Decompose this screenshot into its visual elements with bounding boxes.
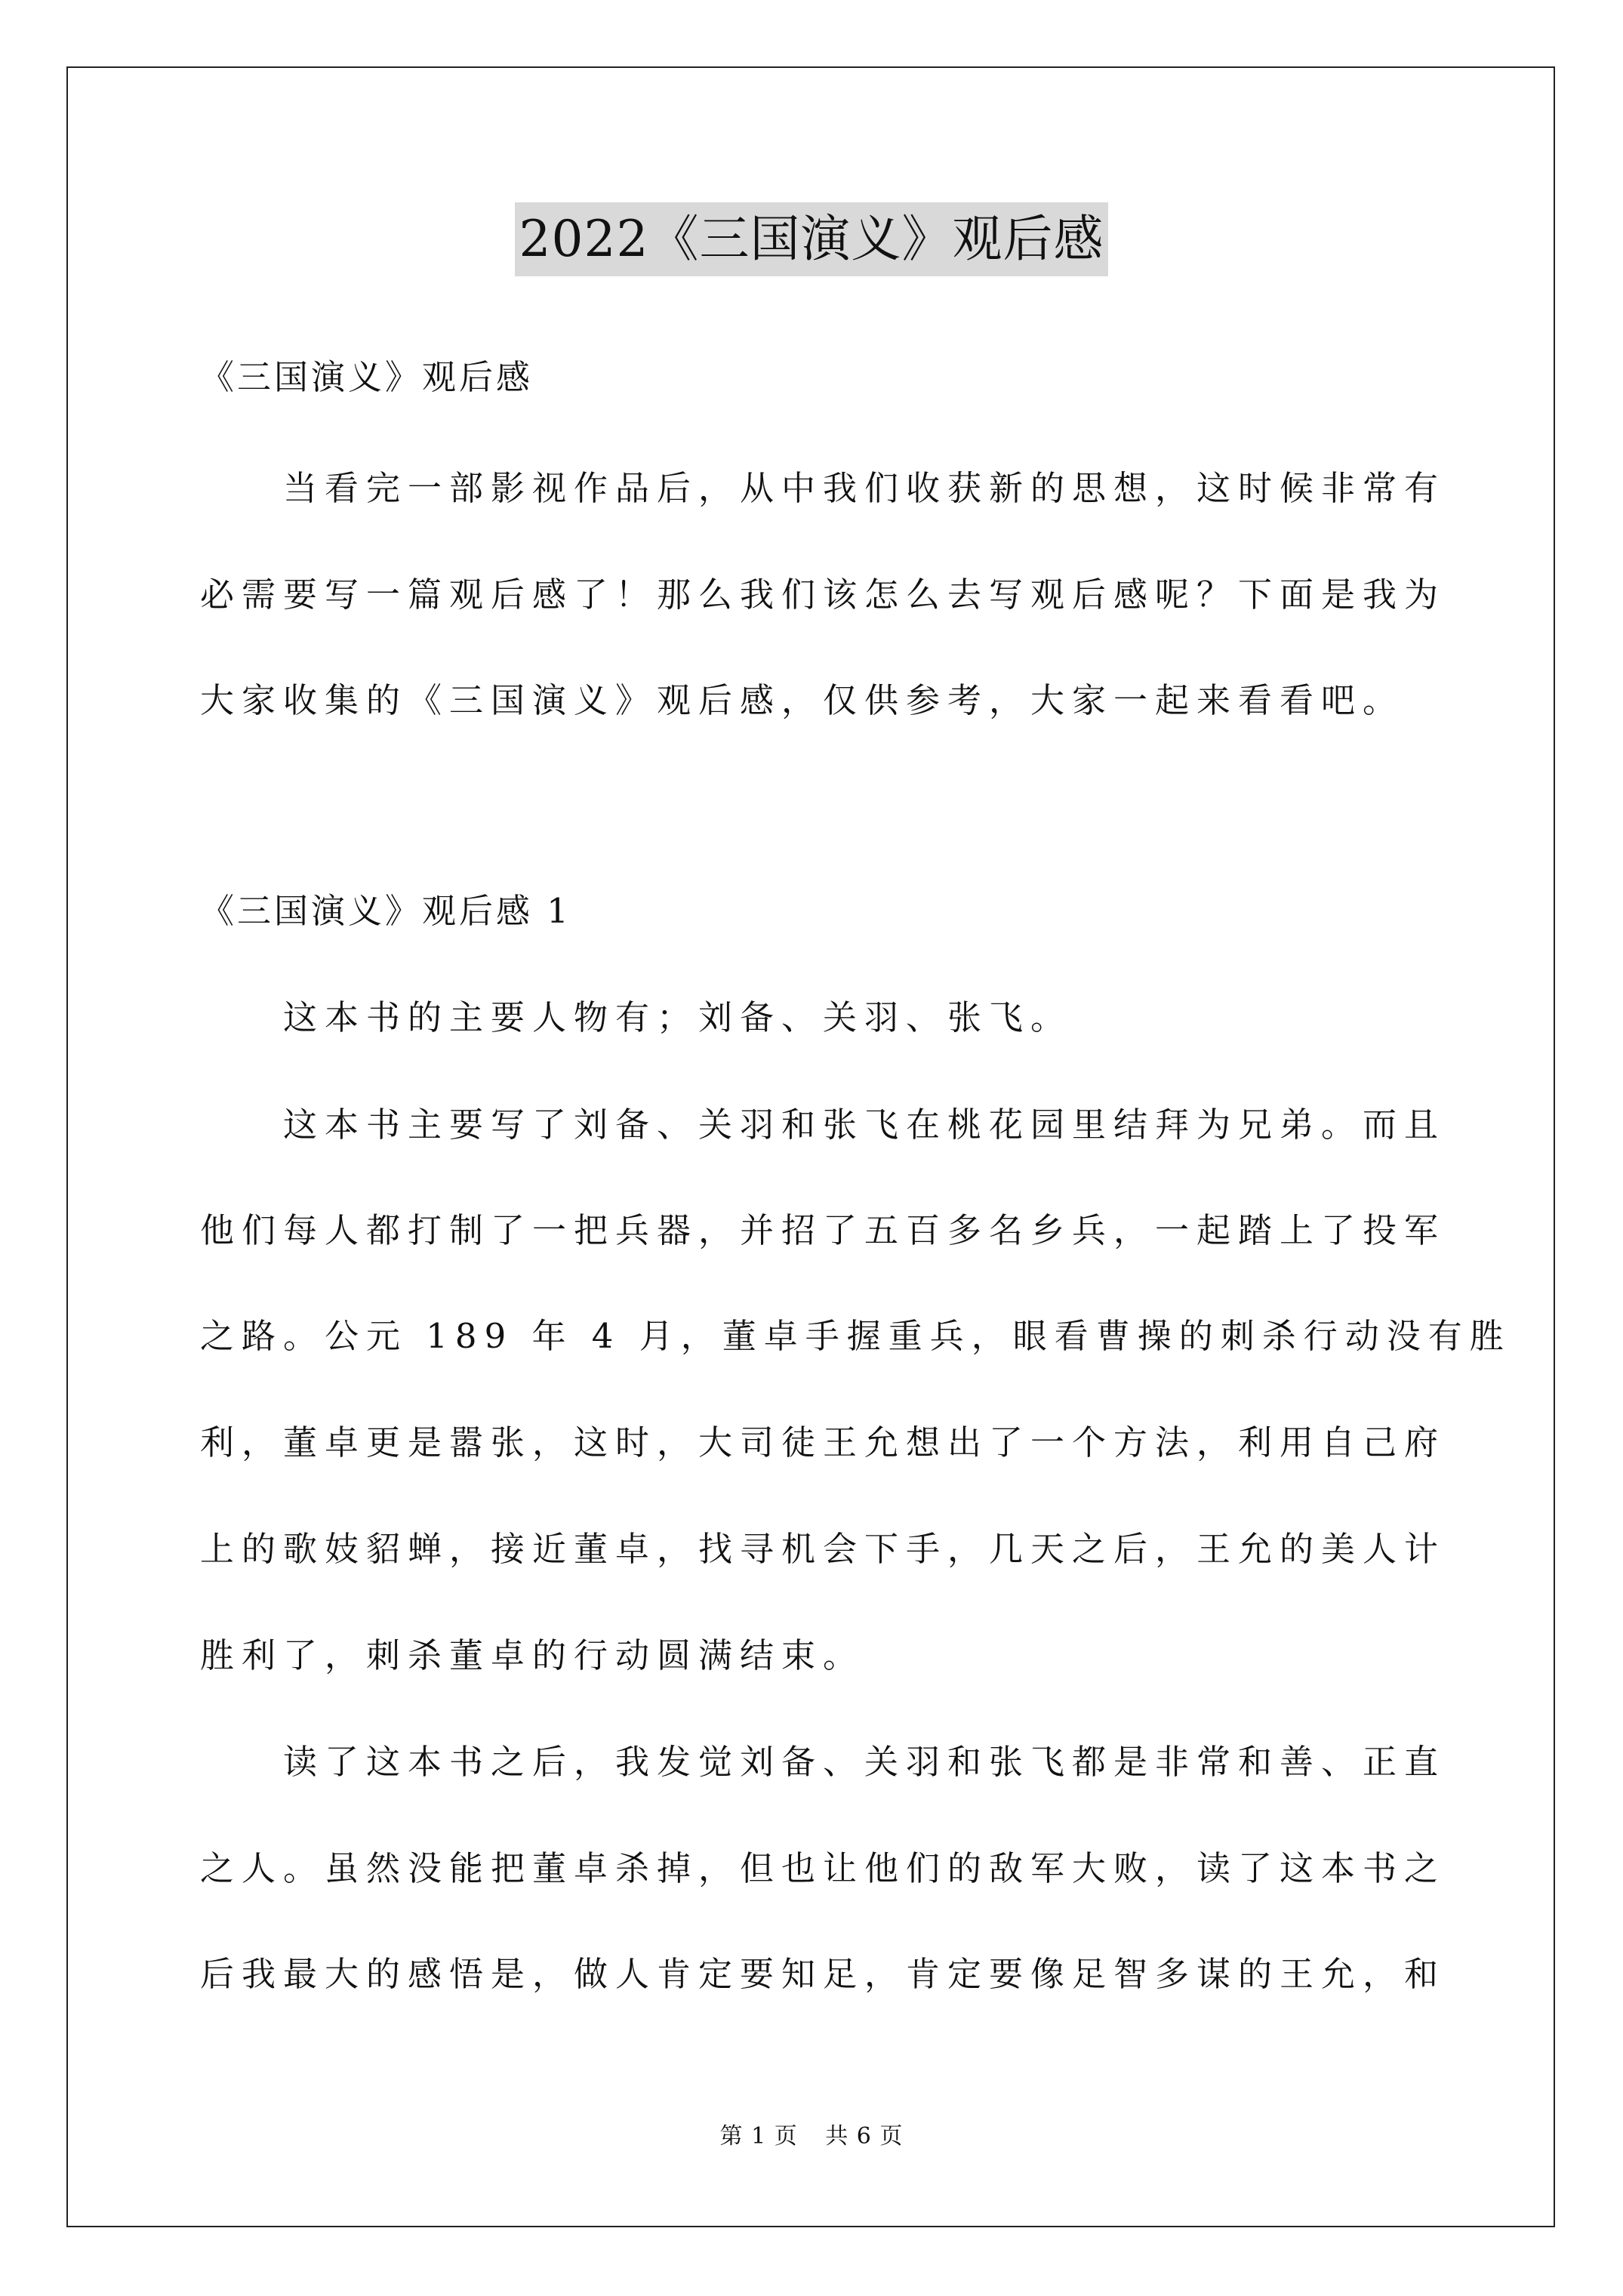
section-paragraph-line: 胜利了，刺杀董卓的行动圆满结束。 (200, 1635, 865, 1675)
section-paragraph-line: 他们每人都打制了一把兵器，并招了五百多名乡兵，一起踏上了投军 (200, 1210, 1446, 1250)
intro-line: 大家收集的《三国演义》观后感，仅供参考，大家一起来看看吧。 (200, 680, 1405, 720)
section-paragraph-line: 之路。公元 189 年 4 月，董卓手握重兵，眼看曹操的刺杀行动没有胜 (200, 1316, 1511, 1356)
section-heading: 《三国演义》观后感 1 (200, 891, 571, 931)
document-title: 2022《三国演义》观后感 (515, 202, 1109, 276)
intro-heading: 《三国演义》观后感 (200, 357, 534, 397)
section-paragraph-line: 这本书主要写了刘备、关羽和张飞在桃花园里结拜为兄弟。而且 (283, 1105, 1446, 1145)
page-number-current: 第 1 页 (719, 2123, 798, 2150)
section-paragraph-line: 上的歌妓貂蝉，接近董卓，找寻机会下手，几天之后，王允的美人计 (200, 1529, 1446, 1569)
title-wrap (0, 202, 1623, 276)
intro-line: 必需要写一篇观后感了！那么我们该怎么去写观后感呢？下面是我为 (200, 575, 1446, 615)
page-footer (0, 2122, 1623, 2152)
section-paragraph-line: 后我最大的感悟是，做人肯定要知足，肯定要像足智多谋的王允，和 (200, 1954, 1446, 1994)
intro-line: 当看完一部影视作品后，从中我们收获新的思想，这时候非常有 (283, 468, 1446, 508)
section-paragraph-line: 之人。虽然没能把董卓杀掉，但也让他们的敌军大败，读了这本书之 (200, 1848, 1446, 1888)
section-paragraph-line: 利，董卓更是嚣张，这时，大司徒王允想出了一个方法，利用自己府 (200, 1422, 1446, 1462)
section-paragraph-line: 读了这本书之后，我发觉刘备、关羽和张飞都是非常和善、正直 (283, 1742, 1446, 1782)
section-paragraph-line: 这本书的主要人物有；刘备、关羽、张飞。 (283, 997, 1073, 1037)
page-number-total: 共 6 页 (825, 2123, 904, 2150)
